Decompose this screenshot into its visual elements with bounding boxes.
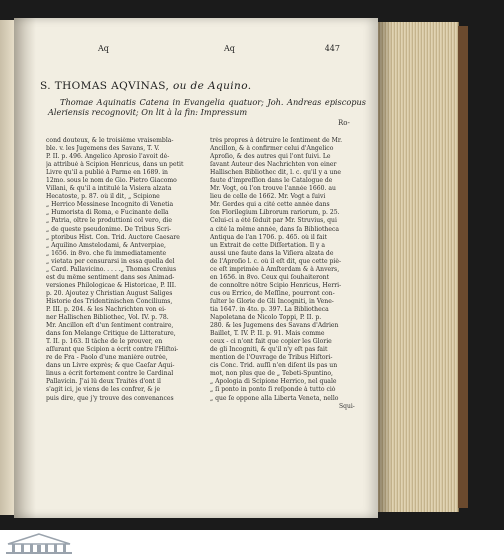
text-line: un Extrait de cette Diſſertation. Il y a: [210, 241, 326, 249]
left-column: [46, 137, 201, 403]
heading-alias: ou de Aquino.: [172, 80, 252, 92]
text-line: aussi une faute dans la Viſiera alzata de: [210, 249, 334, 257]
text-line: de l'Aproſio l. c. où il eſt dit, que cette piè-: [210, 257, 342, 265]
text-line: „ 1656. in 8vo. che fù immediatamente: [46, 249, 167, 257]
text-line: ble. v. les Jugemens des Savans, T. V.: [46, 145, 160, 153]
text-line: P. II. p. 496. Angelico Aprosio l'avoit dé-: [46, 153, 170, 161]
text-line: linus a écrit fortement contre le Cardinal: [46, 370, 174, 378]
text-line: Napoletana de Nicolo Toppi, P. II. p.: [210, 314, 322, 322]
text-line: aſſurant que Scipion a écrit contre l'Hiſtoi-: [46, 346, 179, 354]
signature-center: Aq: [224, 44, 235, 53]
text-line: ce eſt imprimée à Amſterdam & à Anvers,: [210, 265, 340, 273]
book-cover-edge: [458, 26, 468, 508]
text-line: Antiqua de l'an 1706. p. 465. où il fait: [210, 233, 327, 241]
text-line: Aproſio, & des autres qui l'ont ſuivi. Le: [210, 153, 331, 161]
previous-page-edge: [0, 20, 14, 515]
text-line: P. III. p. 204. & les Nachrichten von ei-: [46, 305, 167, 313]
text-line: 280. & les Jugemens des Savans d'Adrien: [210, 322, 339, 330]
text-line: de gli Incogniti, & qu'il n'y eſt pas fait: [210, 346, 328, 354]
text-line: ceux - ci n'ont fait que copier les Glorie: [210, 338, 332, 346]
right-column: [210, 137, 365, 403]
text-line: faute d'impreſſion dans le Catalogue de: [210, 177, 333, 185]
text-line: versiones Philologicae & Historicae, P. III.: [46, 281, 177, 289]
text-line: en 1656. in 8vo. Ceux qui ſouhaiteront: [210, 273, 330, 281]
signature-left: Aq: [98, 44, 109, 53]
text-line: „ vietata per censurarsi in essa quella del: [46, 257, 175, 265]
entry-citation-text: Thomae Aquinatis Catena in Evangelia quatuor; Joh. Andreas episcopus Aleriensis recognovit; On lit à la fin: Impressum: [48, 97, 366, 118]
text-line: „ ptoribus Hist. Con. Trid. Auctore Caesare: [46, 233, 180, 241]
text-line: ſon Florilegium Librorum rariorum, p. 25.: [210, 209, 340, 217]
text-line: Livre qu'il a publié à Parme en 1689. in: [46, 169, 168, 177]
text-line: „ Humorista di Roma, e Fucinante della: [46, 209, 169, 217]
text-line: mot, non plus que de „ Tebeti-Spuntino,: [210, 370, 333, 378]
text-line: cond douteux, & le troisième vraisembla-: [46, 137, 174, 144]
text-line: „ Card. Pallavicino. . . . .„ Thomas Crenius: [46, 265, 177, 273]
text-line: tia 1647. in 4to. p. 397. La Bibliotheca: [210, 305, 329, 313]
footer-bar: [0, 530, 504, 558]
library-building-icon: [4, 532, 74, 556]
text-line: mention de l'Ouvrage de Tribus Hiſtori-: [210, 354, 333, 362]
text-line: Mr. Vogt, où l'on trouve l'année 1660. au: [210, 185, 336, 193]
book-block-shadow: [378, 22, 392, 512]
text-line: dans ſon Melange Critique de Litterature,: [46, 330, 176, 338]
text-line: „ ſi ponto in ponto ſi reſponde à tutto ciò: [210, 386, 336, 394]
text-line: ſulter le Glorie de Gli Incogniti, in Vene-: [210, 297, 334, 305]
text-line: Hallischen Bibliothec dit, l. c. qu'il y a une: [210, 169, 341, 177]
text-line: „ Apologia di Scipione Herrico, nel quale: [210, 378, 337, 386]
catchword-column: Squi-: [339, 403, 355, 410]
text-line: „ Aquilino Amstelodami, & Antverpiae,: [46, 241, 166, 249]
text-line: ſavant Auteur des Nachrichten von einer: [210, 161, 337, 169]
text-line: est du même sentiment dans ses Animad-: [46, 273, 175, 281]
text-line: Mr. Ancillon eſt d'un ſentiment contraire,: [46, 322, 174, 330]
text-line: dans un Livre exprès; & que Caeſar Aqui-: [46, 362, 175, 370]
text-line: Historie des Tridentinischen Conciliums,: [46, 297, 173, 305]
entry-heading: [40, 80, 360, 92]
page-gutter: [14, 18, 36, 518]
text-line: p. 20. Ajoutez y Christian August Saliges: [46, 289, 173, 297]
text-line: „ de queste pseudonime. De Tribus Scri-: [46, 225, 172, 233]
text-line: Baillet, T. IV. P. II. p. 91. Mais comme: [210, 330, 325, 338]
text-line: cis Conc. Trid. auſſi n'en diſent ils pas un: [210, 362, 338, 370]
text-line: de connoître nôtre Scipio Henricus, Herri-: [210, 281, 342, 289]
text-line: re de Fra - Paolo d'une manière outrée,: [46, 354, 168, 362]
text-line: très propres à détruire le ſentiment de Mr.: [210, 137, 343, 144]
heading-name: S. THOMAS AQVINAS,: [40, 80, 170, 92]
page-number: 447: [324, 44, 340, 53]
text-line: lieu de celle de 1662. Mr. Vogt a ſuivi: [210, 193, 326, 201]
text-line: T. II. p. 163. Il tâche de le prouver, en: [46, 338, 163, 346]
text-line: Celui-ci a été ſéduit par Mr. Struvius, qui: [210, 217, 337, 225]
text-line: „ que ſe oppone alla Liberta Veneta, nello: [210, 394, 339, 402]
text-line: puis dire, que j'y trouve des convenances: [46, 394, 174, 402]
entry-citation: [48, 97, 366, 118]
text-line: ner Hallischen Bibliothec, Vol. IV. p. 78.: [46, 314, 169, 322]
text-line: Pallavicin. J'ai lû deux Traités d'ont il: [46, 378, 161, 386]
text-line: „ Patria, oltre le produttioni col vero, die: [46, 217, 172, 225]
text-line: Hecatoste, p. 87. où il dit, „ Scipione: [46, 193, 160, 201]
text-line: Ancillon, & à confirmer celui d'Angelico: [210, 145, 334, 153]
text-line: ja attribué à Scipion Henricus, dans un petit: [46, 161, 184, 169]
text-line: a cité la même année, dans ſa Bibliotheca: [210, 225, 339, 233]
text-line: cus ou Errico, de Meſſine, pourront con-: [210, 289, 335, 297]
text-line: 12mo. sous le nom de Gio. Pietro Giacomo: [46, 177, 177, 185]
text-line: s'agit ici, je viens de les confrer, & je: [46, 386, 161, 394]
text-line: Villani, & qu'il a intitulé la Visiera alzata: [46, 185, 172, 193]
text-line: „ Herrico Messinese Incognito di Venetia: [46, 201, 174, 209]
catchword-entry: Ro-: [338, 119, 350, 127]
text-line: Mr. Gerdes qui a cité cette année dans: [210, 201, 330, 209]
